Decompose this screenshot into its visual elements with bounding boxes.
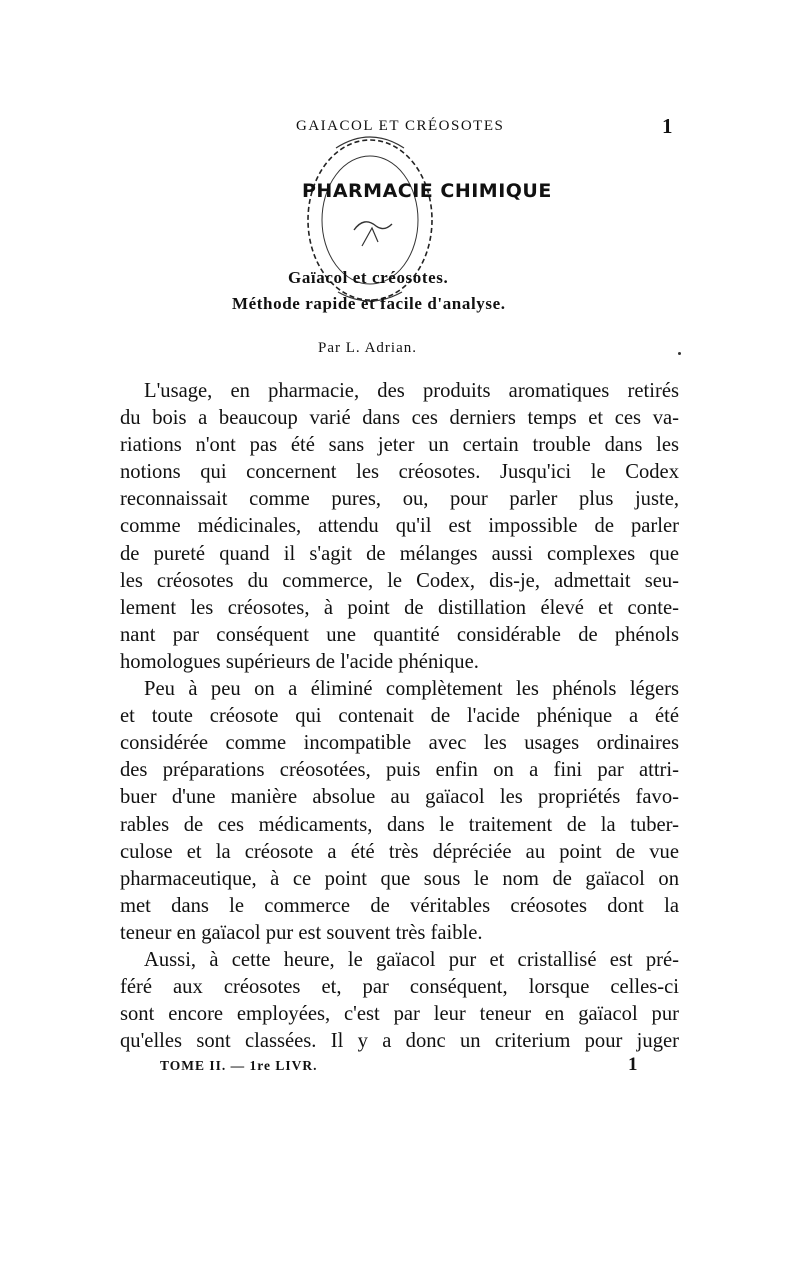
running-title: GAIACOL ET CRÉOSOTES: [296, 118, 505, 134]
text-line: lement les créosotes, à point de distillation élevé et conte-: [120, 596, 679, 619]
signature-number: 1: [628, 1054, 638, 1075]
text-line: des préparations créosotées, puis enfin on a fini par attri-: [120, 759, 679, 782]
article-subtitle: Méthode rapide et facile d'analyse.: [232, 294, 506, 313]
text-line: reconnaissait comme pures, ou, pour parler plus juste,: [120, 488, 679, 511]
byline: Par L. Adrian.: [318, 340, 417, 356]
text-line: pharmaceutique, à ce point que sous le nom de gaïacol on: [120, 867, 679, 890]
text-line: notions qui concernent les créosotes. Jusqu'ici le Codex: [120, 461, 679, 484]
text-line: L'usage, en pharmacie, des produits aromatiques retirés: [144, 380, 679, 402]
paragraph: [120, 378, 679, 676]
text-line: nant par conséquent une quantité considérable de phénols: [120, 623, 679, 646]
text-line: du bois a beaucoup varié dans ces derniers temps et ces va-: [120, 407, 679, 430]
text-line: homologues supérieurs de l'acide phénique.: [120, 650, 479, 673]
text-line: teneur en gaïacol pur est souvent très faible.: [120, 921, 483, 944]
text-line: Aussi, à cette heure, le gaïacol pur et cristallisé est pré-: [144, 948, 679, 971]
ink-speck: [678, 352, 681, 355]
text-line: riations n'ont pas été sans jeter un certain trouble dans les: [120, 434, 679, 457]
text-line: Peu à peu on a éliminé complètement les phénols légers: [144, 678, 679, 701]
page-number: 1: [662, 114, 673, 138]
paragraph: [120, 676, 679, 947]
text-line: considérée comme incompatible avec les usages ordinaires: [120, 732, 679, 755]
text-line: qu'elles sont classées. Il y a donc un criterium pour juger: [120, 1030, 679, 1053]
printer-signature: TOME II. — 1re LIVR.: [160, 1058, 318, 1073]
text-line: buer d'une manière absolue au gaïacol les propriétés favo-: [120, 786, 679, 809]
paragraph: [120, 947, 679, 1055]
text-line: comme médicinales, attendu qu'il est impossible de parler: [120, 515, 679, 538]
text-line: les créosotes du commerce, le Codex, dis-je, admettait seu-: [120, 569, 679, 592]
text-line: féré aux créosotes et, par conséquent, lorsque celles-ci: [120, 976, 679, 999]
article-title: Gaïacol et créosotes.: [288, 268, 449, 287]
text-line: sont encore employées, c'est par leur teneur en gaïacol pur: [120, 1003, 679, 1026]
text-line: met dans le commerce de véritables créosotes dont la: [120, 894, 679, 917]
text-line: rables de ces médicaments, dans le traitement de la tuber-: [120, 813, 679, 836]
text-line: culose et la créosote a été très dépréciée au point de vue: [120, 840, 679, 863]
section-title: PHARMACIE CHIMIQUE: [302, 180, 552, 202]
text-line: de pureté quand il s'agit de mélanges aussi complexes que: [120, 542, 679, 565]
body-text: [120, 378, 679, 1055]
text-line: et toute créosote qui contenait de l'acide phénique a été: [120, 705, 679, 728]
